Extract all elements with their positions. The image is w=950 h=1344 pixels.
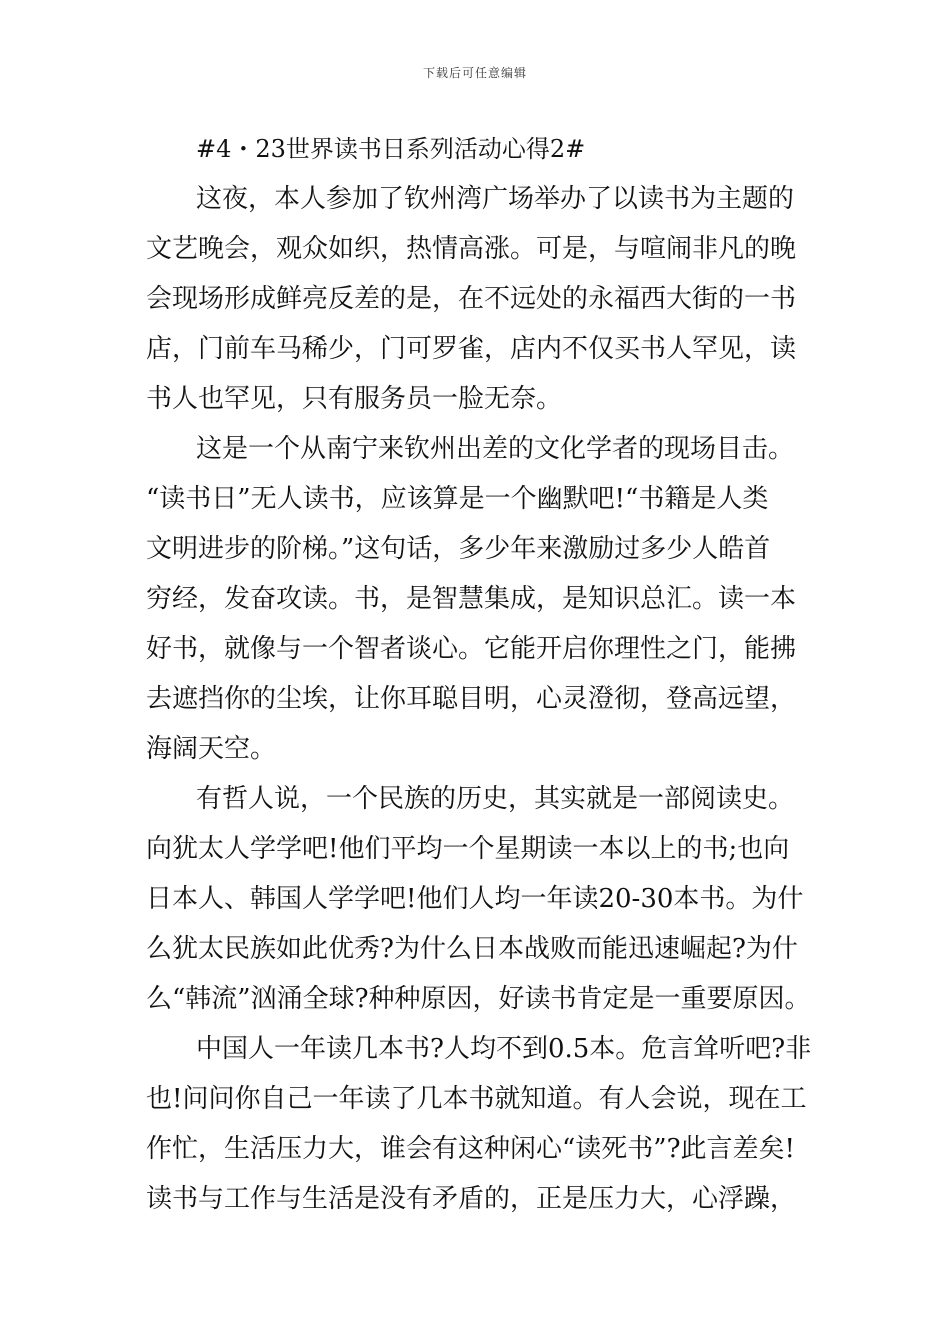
download-note: 下载后可任意编辑 — [422, 66, 527, 80]
text-line: 有哲人说，一个民族的历史，其实就是一部阅读史。 — [196, 784, 795, 814]
text-line: 中国人一年读几本书?人均不到0.5本。危言耸听吧?非 — [196, 1034, 812, 1064]
text-line: 文明进步的阶梯。”这句话，多少年来激励过多少人皓首 — [146, 534, 771, 564]
text-line: 作忙，生活压力大，谁会有这种闲心“读死书”?此言差矣! — [146, 1134, 795, 1164]
text-line: “读书日”无人读书，应该算是一个幽默吧!“书籍是人类 — [146, 484, 769, 514]
text-line: 也!问问你自己一年读了几本书就知道。有人会说，现在工 — [146, 1084, 807, 1114]
text-line: 好书，就像与一个智者谈心。它能开启你理性之门，能拂 — [146, 634, 797, 664]
text-line: 么“韩流”汹涌全球?种种原因，好读书肯定是一重要原因。 — [146, 984, 811, 1014]
text-line: 书人也罕见，只有服务员一脸无奈。 — [146, 384, 563, 414]
text-line: 读书与工作与生活是没有矛盾的，正是压力大，心浮躁， — [146, 1184, 797, 1214]
document-body — [146, 124, 812, 1224]
text-line: 海阔天空。 — [146, 734, 277, 764]
text-line: 去遮挡你的尘埃，让你耳聪目明，心灵澄彻，登高远望， — [146, 684, 797, 714]
text-line: 么犹太民族如此优秀?为什么日本战败而能迅速崛起?为什 — [146, 934, 798, 964]
text-line: 店，门前车马稀少，门可罗雀，店内不仅买书人罕见，读 — [146, 334, 797, 364]
document-title: #4・23世界读书日系列活动心得2# — [196, 135, 586, 163]
text-line: 日本人、韩国人学学吧!他们人均一年读20-30本书。为什 — [146, 884, 804, 914]
text-line: 向犹太人学学吧!他们平均一个星期读一本以上的书;也向 — [146, 834, 790, 864]
text-line: 这是一个从南宁来钦州出差的文化学者的现场目击。 — [196, 434, 795, 464]
text-line: 会现场形成鲜亮反差的是，在不远处的永福西大街的一书 — [146, 284, 797, 314]
text-line: 文艺晚会，观众如织，热情高涨。可是，与喧闹非凡的晚 — [146, 234, 797, 264]
text-line: 这夜，本人参加了钦州湾广场举办了以读书为主题的 — [196, 184, 795, 214]
text-line: 穷经，发奋攻读。书，是智慧集成，是知识总汇。读一本 — [146, 584, 797, 614]
